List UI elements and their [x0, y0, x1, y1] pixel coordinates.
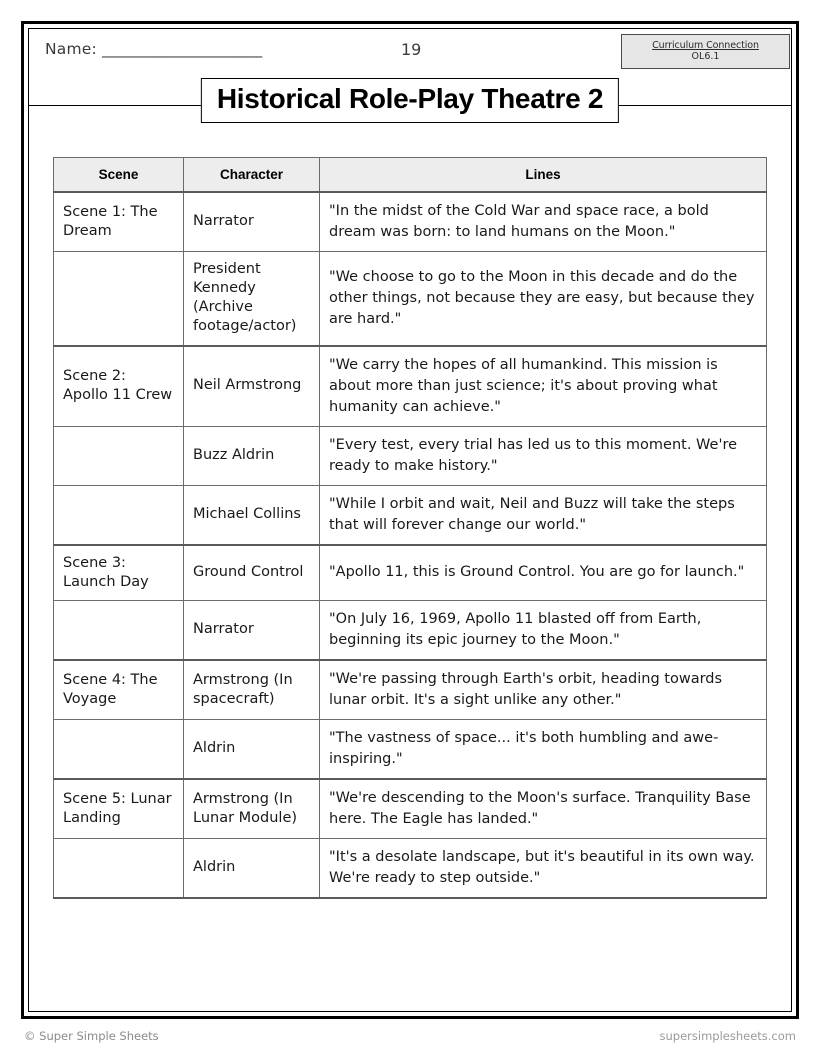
- cell-scene: Scene 3: Launch Day: [54, 545, 184, 601]
- cell-character: Aldrin: [184, 839, 320, 899]
- cell-scene: Scene 1: The Dream: [54, 192, 184, 252]
- name-label: Name:: [45, 40, 97, 58]
- column-header-lines: Lines: [320, 158, 767, 193]
- footer-website: supersimplesheets.com: [659, 1029, 796, 1043]
- cell-character: Neil Armstrong: [184, 346, 320, 427]
- cell-character: Armstrong (In spacecraft): [184, 660, 320, 720]
- cell-scene: Scene 4: The Voyage: [54, 660, 184, 720]
- cell-lines: "In the midst of the Cold War and space race, a bold dream was born: to land humans on the Moon.": [320, 192, 767, 252]
- column-header-character: Character: [184, 158, 320, 193]
- page-border-outer: [21, 21, 799, 1019]
- name-blank-line[interactable]: ______________________: [102, 40, 262, 58]
- script-table: [53, 157, 767, 899]
- cell-scene: [54, 600, 184, 660]
- curriculum-connection-title: Curriculum Connection: [652, 39, 759, 51]
- cell-lines: "We carry the hopes of all humankind. This mission is about more than just science; it's about proving what humanity can achieve.": [320, 346, 767, 427]
- cell-character: President Kennedy (Archive footage/actor): [184, 252, 320, 346]
- cell-lines: "It's a desolate landscape, but it's beautiful in its own way. We're ready to step outside.": [320, 839, 767, 899]
- cell-character: Armstrong (In Lunar Module): [184, 779, 320, 839]
- footer-copyright: © Super Simple Sheets: [24, 1029, 159, 1043]
- table-row: [54, 485, 767, 545]
- curriculum-connection-badge: [621, 34, 790, 69]
- cell-lines: "We're passing through Earth's orbit, heading towards lunar orbit. It's a sight unlike any other.": [320, 660, 767, 720]
- script-table-head: [54, 158, 767, 193]
- cell-scene: [54, 252, 184, 346]
- cell-lines: "On July 16, 1969, Apollo 11 blasted off from Earth, beginning its epic journey to the Moon.": [320, 600, 767, 660]
- title-band: [29, 77, 791, 133]
- name-field[interactable]: [45, 40, 262, 58]
- cell-character: Aldrin: [184, 719, 320, 779]
- table-row: [54, 252, 767, 346]
- table-row: [54, 346, 767, 427]
- script-table-body: [54, 192, 767, 898]
- page-title-box: [201, 78, 619, 123]
- worksheet-sheet: [29, 29, 791, 1011]
- cell-lines: "Apollo 11, this is Ground Control. You are go for launch.": [320, 545, 767, 601]
- column-header-scene: Scene: [54, 158, 184, 193]
- cell-lines: "While I orbit and wait, Neil and Buzz will take the steps that will forever change our world.": [320, 485, 767, 545]
- curriculum-connection-code: OL6.1: [691, 50, 720, 62]
- table-row: [54, 660, 767, 720]
- page-border-inner: [28, 28, 792, 1012]
- cell-character: Buzz Aldrin: [184, 426, 320, 485]
- table-row: [54, 600, 767, 660]
- table-row: [54, 426, 767, 485]
- page-number: 19: [401, 40, 422, 59]
- worksheet-header: [29, 29, 791, 77]
- table-row: [54, 192, 767, 252]
- cell-lines: "We choose to go to the Moon in this decade and do the other things, not because they are easy, but because they are hard.": [320, 252, 767, 346]
- cell-character: Narrator: [184, 600, 320, 660]
- cell-lines: "Every test, every trial has led us to this moment. We're ready to make history.": [320, 426, 767, 485]
- cell-scene: [54, 426, 184, 485]
- cell-lines: "We're descending to the Moon's surface. Tranquility Base here. The Eagle has landed.": [320, 779, 767, 839]
- cell-character: Ground Control: [184, 545, 320, 601]
- cell-lines: "The vastness of space... it's both humbling and awe-inspiring.": [320, 719, 767, 779]
- table-row: [54, 545, 767, 601]
- page-title: Historical Role-Play Theatre 2: [216, 83, 604, 114]
- table-row: [54, 779, 767, 839]
- cell-scene: [54, 485, 184, 545]
- cell-scene: [54, 719, 184, 779]
- table-row: [54, 719, 767, 779]
- cell-scene: Scene 2: Apollo 11 Crew: [54, 346, 184, 427]
- page-footer: [24, 1029, 796, 1043]
- table-row: [54, 839, 767, 899]
- cell-scene: [54, 839, 184, 899]
- cell-character: Michael Collins: [184, 485, 320, 545]
- cell-scene: Scene 5: Lunar Landing: [54, 779, 184, 839]
- cell-character: Narrator: [184, 192, 320, 252]
- table-header-row: [54, 158, 767, 193]
- script-table-wrapper: [53, 157, 767, 899]
